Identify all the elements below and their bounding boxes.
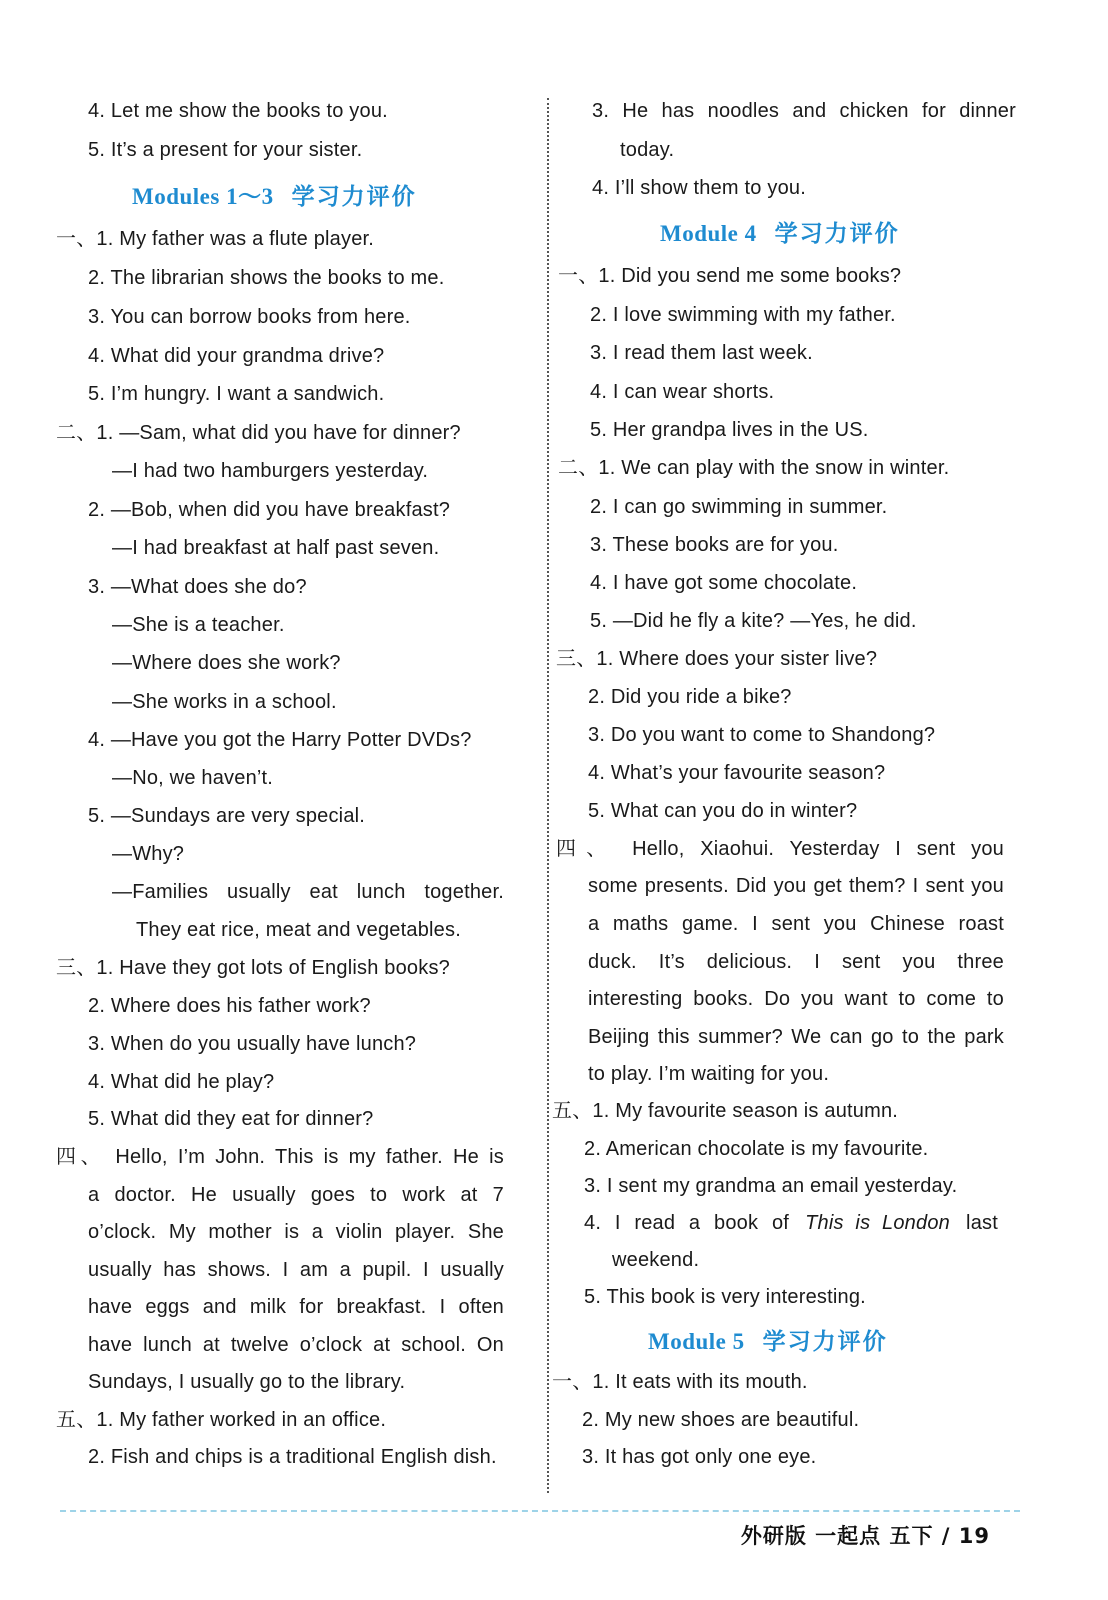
heading-chinese: 学习力评价 xyxy=(762,1329,888,1355)
answer-line: 5. Her grandpa lives in the US. xyxy=(590,419,869,441)
answer-line: interesting books. Do you want to come to xyxy=(588,988,1004,1010)
answer-line: 三、1. Where does your sister live? xyxy=(556,648,878,670)
answer-line: 三、1. Have they got lots of English books? xyxy=(56,957,450,979)
answer-line: 3. Do you want to come to Shandong? xyxy=(588,724,936,746)
footer-rule xyxy=(60,1510,1020,1512)
answer-text: last xyxy=(966,1212,998,1234)
heading-chinese: 学习力评价 xyxy=(291,184,417,210)
answer-line: —No, we haven’t. xyxy=(112,767,274,789)
answer-line: 二、1. —Sam, what did you have for dinner? xyxy=(56,422,461,444)
answer-line: o’clock. My mother is a violin player. She xyxy=(88,1221,504,1243)
answer-line: 5. —Sundays are very special. xyxy=(88,805,366,827)
answer-line: 3. It has got only one eye. xyxy=(582,1446,817,1468)
answer-line: 5. This book is very interesting. xyxy=(584,1286,866,1308)
section-heading xyxy=(660,215,900,248)
column-divider xyxy=(547,98,549,1493)
answer-line: have lunch at twelve o’clock at school. On xyxy=(88,1334,504,1356)
answer-line: 3. When do you usually have lunch? xyxy=(88,1033,417,1055)
answer-line: 四、 Hello, Xiaohui. Yesterday I sent you xyxy=(556,838,1004,860)
answer-line: —She is a teacher. xyxy=(112,614,285,636)
answer-line xyxy=(584,1211,998,1235)
answer-line: a maths game. I sent you Chinese roast xyxy=(588,913,1004,935)
answer-line: 4. —Have you got the Harry Potter DVDs? xyxy=(88,729,472,751)
answer-line: 2. —Bob, when did you have breakfast? xyxy=(88,499,451,521)
answer-line: —I had breakfast at half past seven. xyxy=(112,537,440,559)
answer-line: —Families usually eat lunch together. xyxy=(112,881,504,903)
answer-line: 5. —Did he fly a kite? —Yes, he did. xyxy=(590,610,917,632)
answer-line: 5. It’s a present for your sister. xyxy=(88,139,363,161)
answer-line: 五、1. My father worked in an office. xyxy=(56,1409,387,1431)
answer-line: 2. American chocolate is my favourite. xyxy=(584,1138,929,1160)
answer-line: 二、1. We can play with the snow in winter. xyxy=(558,457,950,479)
answer-line: 5. What did they eat for dinner? xyxy=(88,1108,374,1130)
answer-line: 一、1. My father was a flute player. xyxy=(56,228,375,250)
section-heading xyxy=(132,178,417,211)
answer-line: 2. Where does his father work? xyxy=(88,995,371,1017)
answer-line: 4. I have got some chocolate. xyxy=(590,572,858,594)
answer-line: weekend. xyxy=(612,1249,700,1271)
heading-english: Module 4 xyxy=(660,221,757,246)
answer-line: 3. I read them last week. xyxy=(590,342,813,364)
answer-line: 2. The librarian shows the books to me. xyxy=(88,267,445,289)
answer-line: some presents. Did you get them? I sent you xyxy=(588,875,1004,897)
answer-line: —Why? xyxy=(112,843,185,865)
answer-line: 3. —What does she do? xyxy=(88,576,307,598)
watermark-logo xyxy=(942,1505,1092,1585)
answer-line: They eat rice, meat and vegetables. xyxy=(136,919,461,941)
answer-line: 4. What did he play? xyxy=(88,1071,275,1093)
answer-line: 4. Let me show the books to you. xyxy=(88,100,388,122)
answer-line: Sundays, I usually go to the library. xyxy=(88,1371,406,1393)
answer-line: 3. You can borrow books from here. xyxy=(88,306,411,328)
answer-line: 2. Did you ride a bike? xyxy=(588,686,792,708)
answer-line: today. xyxy=(620,139,675,161)
answer-line: 4. What’s your favourite season? xyxy=(588,762,886,784)
answer-line: 5. I’m hungry. I want a sandwich. xyxy=(88,383,385,405)
section-heading xyxy=(648,1323,888,1356)
answer-line: 一、1. Did you send me some books? xyxy=(558,265,902,287)
answer-line: 5. What can you do in winter? xyxy=(588,800,858,822)
heading-english: Modules 1～3 xyxy=(132,184,274,209)
answer-line: 2. I can go swimming in summer. xyxy=(590,496,888,518)
answer-line: a doctor. He usually goes to work at 7 xyxy=(88,1184,504,1206)
answer-line: 3. These books are for you. xyxy=(590,534,839,556)
answer-line: duck. It’s delicious. I sent you three xyxy=(588,951,1004,973)
answer-line: Beijing this summer? We can go to the park xyxy=(588,1026,1004,1048)
answer-line: 四、 Hello, I’m John. This is my father. He is xyxy=(56,1146,504,1168)
heading-chinese: 学习力评价 xyxy=(774,221,900,247)
answer-line: usually has shows. I am a pupil. I usually xyxy=(88,1259,504,1281)
answer-line: 4. I can wear shorts. xyxy=(590,381,775,403)
book-title: This is London xyxy=(805,1212,950,1234)
answer-line: —She works in a school. xyxy=(112,691,337,713)
answer-text: 4. I read a book of xyxy=(584,1212,790,1234)
answer-line: —Where does she work? xyxy=(112,652,341,674)
answer-line: to play. I’m waiting for you. xyxy=(588,1063,830,1085)
answer-line: 2. I love swimming with my father. xyxy=(590,304,896,326)
answer-line: 3. I sent my grandma an email yesterday. xyxy=(584,1175,958,1197)
answer-line: 2. Fish and chips is a traditional English dish. xyxy=(88,1446,497,1468)
answer-line: 4. I’ll show them to you. xyxy=(592,177,806,199)
answer-line: 五、1. My favourite season is autumn. xyxy=(552,1100,899,1122)
answer-line: 2. My new shoes are beautiful. xyxy=(582,1409,860,1431)
answer-line: 3. He has noodles and chicken for dinner xyxy=(592,100,1016,122)
answer-line: —I had two hamburgers yesterday. xyxy=(112,460,429,482)
page-footer: 外研版 一起点 五下 / 19 xyxy=(740,1524,990,1548)
heading-english: Module 5 xyxy=(648,1329,745,1354)
answer-line: have eggs and milk for breakfast. I often xyxy=(88,1296,504,1318)
answer-line: 一、1. It eats with its mouth. xyxy=(552,1371,808,1393)
answer-line: 4. What did your grandma drive? xyxy=(88,345,385,367)
